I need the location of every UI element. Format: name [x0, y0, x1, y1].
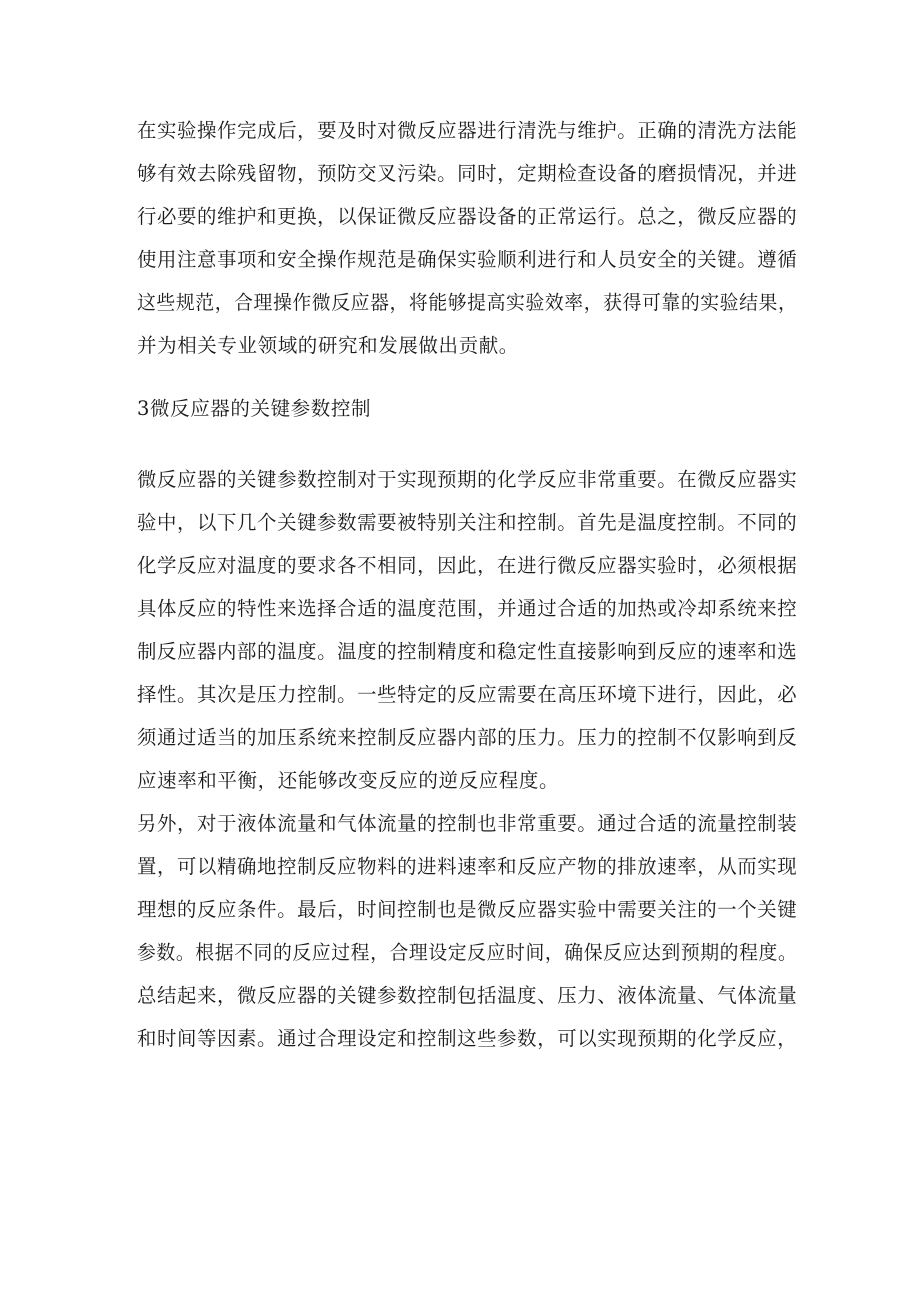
text-line: 须通过适当的加压系统来控制反应器内部的压力。压力的控制不仅影响到反 [137, 726, 798, 749]
text-line: 置，可以精确地控制反应物料的进料速率和反应产物的排放速率，从而实现 [137, 855, 798, 878]
section-heading: 3微反应器的关键参数控制 [137, 397, 372, 420]
text-line: 使用注意事项和安全操作规范是确保实验顺利进行和人员安全的关键。遵循 [137, 248, 798, 271]
text-line: 理想的反应条件。最后，时间控制也是微反应器实验中需要关注的一个关键 [137, 898, 798, 921]
text-line: 具体反应的特性来选择合适的温度范围，并通过合适的加热或冷却系统来控 [137, 597, 798, 620]
text-line: 微反应器的关键参数控制对于实现预期的化学反应非常重要。在微反应器实 [137, 468, 798, 491]
text-line: 行必要的维护和更换，以保证微反应器设备的正常运行。总之，微反应器的 [137, 205, 798, 228]
text-line: 参数。根据不同的反应过程，合理设定反应时间，确保反应达到预期的程度。 [137, 941, 798, 964]
text-line: 择性。其次是压力控制。一些特定的反应需要在高压环境下进行，因此，必 [137, 683, 798, 706]
text-line: 总结起来，微反应器的关键参数控制包括温度、压力、液体流量、气体流量 [137, 984, 798, 1007]
text-line: 化学反应对温度的要求各不相同，因此，在进行微反应器实验时，必须根据 [137, 554, 798, 577]
text-line: 验中，以下几个关键参数需要被特别关注和控制。首先是温度控制。不同的 [137, 511, 798, 534]
text-line: 在实验操作完成后，要及时对微反应器进行清洗与维护。正确的清洗方法能 [137, 119, 798, 142]
text-line: 够有效去除残留物，预防交叉污染。同时，定期检查设备的磨损情况，并进 [137, 162, 798, 185]
text-line: 和时间等因素。通过合理设定和控制这些参数，可以实现预期的化学反应， [137, 1027, 798, 1050]
text-line: 另外，对于液体流量和气体流量的控制也非常重要。通过合适的流量控制装 [137, 812, 798, 835]
text-line: 这些规范，合理操作微反应器，将能够提高实验效率，获得可靠的实验结果， [137, 291, 798, 314]
text-line: 应速率和平衡，还能够改变反应的逆反应程度。 [137, 769, 560, 792]
text-line: 制反应器内部的温度。温度的控制精度和稳定性直接影响到反应的速率和选 [137, 640, 798, 663]
text-line: 并为相关专业领域的研究和发展做出贡献。 [137, 334, 519, 357]
